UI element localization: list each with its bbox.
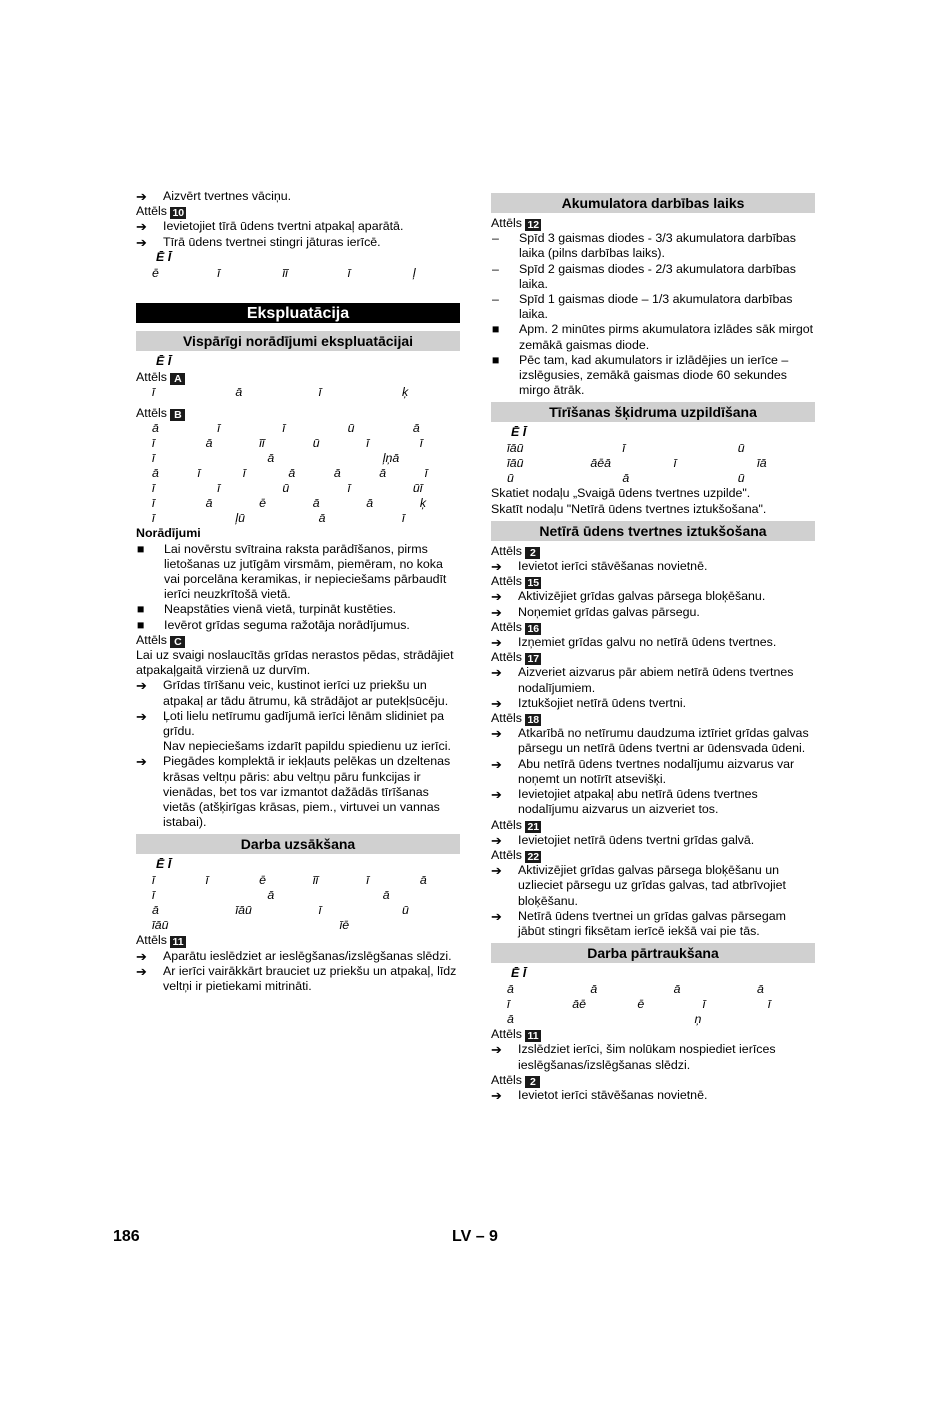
figure-ref-11: Attēls 11	[136, 933, 184, 949]
page-number: 186	[113, 1228, 140, 1245]
instruction-step	[491, 559, 815, 574]
step-text: Grīdas tīrīšanu veic, kustinot ierīci uz priekšu un atpakaļ ar tādu ātrumu, kā strādājot ar putekļsūcēju.	[163, 678, 449, 708]
arrow-icon: ➔	[491, 1087, 502, 1103]
bullet-icon: ■	[492, 322, 500, 337]
figure-label: Attēls	[491, 1072, 522, 1087]
step-text: Aktivizējiet grīdas galvas pārsega bloķēšanu.	[518, 589, 766, 604]
arrow-icon: ➔	[136, 754, 147, 770]
figure-ref-a: Attēls A	[136, 370, 460, 385]
list-item-text: Spīd 1 gaismas diode – 1/3 akumulatora darbības laika.	[519, 292, 793, 322]
instruction-step	[491, 1088, 815, 1103]
garbled-warning-heading: Ē Ī	[511, 425, 527, 440]
step-text: Ievietojiet netīrā ūdens tvertni grīdas galvā.	[518, 832, 755, 847]
list-item-text: Spīd 3 gaismas diodes - 3/3 akumulatora darbības laika (pilns darbības laiks).	[519, 231, 796, 261]
figure-number: 15	[527, 577, 540, 590]
figure-ref	[491, 818, 815, 833]
arrow-icon: ➔	[491, 1042, 502, 1058]
instruction-step	[136, 964, 460, 994]
figure-number: 10	[172, 207, 185, 220]
garbled-fragment: ū	[347, 421, 355, 436]
garbled-warning-line	[136, 888, 460, 903]
figure-number: 2	[525, 1076, 540, 1088]
dash-icon: –	[492, 261, 499, 276]
fill-ref-2: Skatīt nodaļu "Netīrā ūdens tvertnes iztukšošana".	[491, 501, 767, 516]
arrow-icon: ➔	[136, 189, 147, 204]
garbled-warning-line	[491, 997, 815, 1012]
garbled-fragment: ā	[205, 436, 213, 451]
garbled-fragment: ū	[507, 471, 514, 486]
list-item-text: Apm. 2 minūtes pirms akumulatora izlādes sāk mirgot zemākā gaismas diode.	[519, 322, 814, 352]
garbled-fragment: ī	[419, 436, 423, 451]
interrupt-steps	[491, 1027, 815, 1103]
heading-fill-fluid: Tīrīšanas šķidruma uzpildīšana	[491, 402, 815, 422]
garbled-fragment: āē	[572, 997, 586, 1012]
garbled-warning-line	[136, 511, 460, 526]
arrow-icon: ➔	[136, 678, 147, 694]
bullet-icon: ■	[492, 352, 500, 367]
garbled-fragment: ļņā	[382, 451, 400, 466]
garbled-fragment: ī	[507, 997, 510, 1012]
figure-label: Attēls	[491, 1027, 522, 1042]
garbled-fragment: ī	[242, 466, 246, 481]
garbled-fragment: ī	[673, 456, 677, 471]
garbled-fragment: ī	[217, 481, 220, 496]
garbled-fragment: īāū	[507, 441, 524, 456]
step-text: Piegādes komplektā ir iekļauts pelēkas un dzeltenas krāsas veltņu pāris: abu veltņu pāru funkcijas ir vienādas, bet tos var izmantot dažādās tīrīšanas vietās (atšķirīgas krāsas, piem., virtuvei un vannas istabai).	[163, 754, 451, 830]
instruction-text	[518, 589, 765, 604]
garbled-fragment: īāū	[152, 918, 169, 933]
garbled-fragment: ī	[318, 385, 322, 400]
garbled-fragment: ā	[590, 982, 598, 997]
list-item-text: Spīd 2 gaismas diodes - 2/3 akumulatora darbības laika.	[519, 261, 796, 291]
arrow-icon: ➔	[136, 948, 147, 964]
garbled-fragment: ī	[152, 496, 155, 511]
step-text: Izņemiet grīdas galvu no netīrā ūdens tvertnes.	[518, 635, 777, 650]
figure-ref-12: Attēls 12	[491, 216, 540, 231]
notes-list	[136, 542, 460, 633]
garbled-fragment: ļū	[235, 511, 245, 526]
garbled-fragment: ī	[152, 481, 155, 496]
garbled-fragment: īā	[757, 456, 767, 471]
garbled-fragment: ī	[622, 441, 626, 456]
garbled-fragment: ū	[737, 441, 745, 456]
figure-ref	[491, 650, 815, 665]
garbled-fragment: āēā	[590, 456, 612, 471]
instruction-text	[163, 709, 460, 755]
garbled-fragment: ī	[347, 481, 351, 496]
instruction-step	[136, 678, 460, 708]
list-item	[491, 353, 815, 399]
battery-notes	[491, 322, 815, 398]
figure-ref	[491, 544, 815, 559]
garbled-fragment: ā	[757, 982, 764, 997]
list-item-text: Ievērot grīdas seguma ražotāja norādījumus.	[164, 617, 410, 632]
garbled-fragment: ē	[152, 265, 159, 280]
usage-steps	[136, 678, 460, 830]
heading-start-work: Darba uzsākšana	[136, 834, 460, 854]
step-text: Aparātu ieslēdziet ar ieslēgšanas/izslēgšanas slēdzi.	[163, 948, 452, 963]
garbled-warning-line	[136, 385, 460, 400]
arrow-icon: ➔	[136, 963, 147, 979]
arrow-icon: ➔	[491, 559, 502, 575]
garbled-warning-line	[136, 421, 460, 436]
garbled-fragment: ī	[402, 511, 405, 526]
instruction-text	[163, 219, 403, 234]
arrow-icon: ➔	[136, 219, 147, 235]
step-text: Aizvērt tvertnes vāciņu.	[163, 189, 292, 203]
arrow-icon: ➔	[491, 832, 502, 848]
garbled-warning-heading: Ē Ī	[511, 966, 527, 981]
list-item	[136, 602, 460, 617]
garbled-fragment: ū	[312, 436, 320, 451]
figure-ref	[491, 1027, 815, 1042]
garbled-warning-line	[491, 1012, 815, 1027]
garbled-fragment: īī	[312, 873, 319, 888]
heading-general-instructions: Vispārīgi norādījumi ekspluatācijai	[136, 331, 460, 351]
figure-label: Attēls	[491, 711, 522, 726]
garbled-fragment: ī	[366, 873, 370, 888]
garbled-fragment: īāū	[507, 456, 524, 471]
instruction-step	[136, 754, 460, 830]
step-text: Ievietot ierīci stāvēšanas novietnē.	[518, 559, 708, 574]
garbled-fragment: ī	[282, 421, 286, 436]
garbled-fragment: ā	[288, 466, 296, 481]
instruction-text	[518, 696, 686, 711]
garbled-fragment: ī	[767, 997, 771, 1012]
garbled-warning-line	[491, 456, 815, 471]
figure-number: 2	[525, 547, 540, 559]
garbled-warning-line	[491, 471, 815, 486]
instruction-step	[491, 589, 815, 604]
bullet-icon: ■	[137, 602, 145, 617]
figure-ref	[491, 574, 815, 589]
figure-ref-b: Attēls B	[136, 406, 460, 421]
garbled-fragment: ī	[152, 511, 155, 526]
instruction-step	[136, 949, 460, 964]
list-item	[136, 542, 460, 603]
garbled-fragment: ā	[379, 466, 387, 481]
garbled-fragment: ā	[152, 421, 159, 436]
garbled-fragment: ā	[205, 496, 213, 511]
garbled-warning-line	[136, 466, 460, 481]
garbled-fragment: ī	[152, 873, 155, 888]
garbled-fragment: ļ	[412, 265, 416, 280]
figure-label: Attēls	[491, 543, 522, 558]
garbled-fragment: ī	[152, 888, 155, 903]
garbled-fragment: ā	[419, 873, 427, 888]
garbled-fragment: ā	[507, 1012, 514, 1027]
garbled-fragment: ā	[507, 982, 514, 997]
instruction-step	[136, 189, 460, 204]
arrow-icon: ➔	[491, 604, 502, 620]
garbled-fragment: ē	[259, 873, 267, 888]
instruction-text	[518, 1042, 815, 1072]
garbled-fragment: ā	[366, 496, 374, 511]
right-column	[491, 189, 815, 1103]
start-steps	[136, 949, 460, 995]
instruction-step	[491, 757, 815, 787]
arrow-icon: ➔	[136, 708, 147, 724]
instruction-step	[491, 696, 815, 711]
step-text: Tīrā ūdens tvertnei stingri jāturas ierīcē.	[163, 234, 381, 249]
arrow-icon: ➔	[491, 756, 502, 772]
instruction-text	[518, 559, 707, 574]
heading-interrupt-work: Darba pārtraukšana	[491, 943, 815, 963]
garbled-warning-line	[136, 873, 460, 888]
figure-ref	[491, 711, 815, 726]
figure-label: Attēls	[491, 574, 522, 589]
figure-label: Attēls	[491, 847, 522, 862]
garbled-fragment: īī	[259, 436, 265, 451]
arrow-icon: ➔	[491, 863, 502, 879]
instruction-text	[163, 754, 460, 830]
instruction-text	[163, 189, 291, 204]
bullet-icon: ■	[137, 617, 145, 632]
step-text: Aktivizējiet grīdas galvas pārsega bloķēšanu un uzlieciet pārsegu uz grīdas galvas, tad atbrīvojiet bloķēšanu.	[518, 863, 786, 908]
figure-label: Attēls	[136, 204, 167, 219]
figure-ref	[491, 620, 815, 635]
step-text: Ievietojiet atpakaļ abu netīrā ūdens tvertnes nodalījumu aizvarus un aizveriet tos.	[518, 787, 758, 817]
step-text: Abu netīrā ūdens tvertnes nodalījumu aizvarus var noņemt un notīrīt atsevišķi.	[518, 756, 795, 786]
garbled-fragment: ī	[702, 997, 706, 1012]
garbled-warning-block	[136, 873, 460, 933]
garbled-fragment: īē	[339, 918, 350, 933]
garbled-fragment: ā	[412, 421, 420, 436]
instruction-text	[518, 635, 776, 650]
instruction-step	[491, 605, 815, 620]
garbled-warning-heading: Ē Ī	[156, 249, 172, 264]
garbled-warning-line	[136, 481, 460, 496]
garbled-fragment: ā	[235, 385, 243, 400]
left-column	[136, 189, 460, 994]
garbled-warning-line	[491, 982, 815, 997]
garbled-fragment: ā	[318, 511, 326, 526]
list-item-text: Neapstāties vienā vietā, turpināt kustēties.	[164, 602, 397, 617]
garbled-fragment: ī	[347, 265, 351, 280]
garbled-fragment: ā	[622, 471, 630, 486]
garbled-fragment: ūī	[412, 481, 423, 496]
step-text: Izslēdziet ierīci, šim nolūkam nospiediet ierīces ieslēgšanas/izslēgšanas slēdzi.	[518, 1042, 776, 1072]
heading-empty-tank: Netīrā ūdens tvertnes iztukšošana	[491, 521, 815, 541]
instruction-step	[491, 833, 815, 848]
figure-number: 18	[527, 714, 540, 727]
garbled-fragment: ā	[152, 903, 159, 918]
step-text: Aizveriet aizvarus pār abiem netīrā ūdens tvertnes nodalījumiem.	[518, 665, 794, 695]
figure-ref	[491, 848, 815, 863]
garbled-fragment: ā	[152, 466, 159, 481]
arrow-icon: ➔	[491, 908, 502, 924]
list-item	[491, 231, 815, 261]
garbled-fragment: ī	[318, 903, 322, 918]
garbled-warning-line	[491, 441, 815, 456]
garbled-fragment: ā	[312, 496, 320, 511]
garbled-fragment: ī	[152, 436, 155, 451]
instruction-text	[518, 757, 815, 787]
figure-ref	[491, 1073, 815, 1088]
garbled-warning-heading: Ē Ī	[156, 857, 172, 872]
battery-led-list	[491, 231, 815, 322]
garbled-warning-block	[491, 441, 815, 486]
instruction-step	[491, 726, 815, 756]
garbled-warning-line	[136, 903, 460, 918]
garbled-warning-block	[136, 421, 460, 526]
garbled-warning-line	[136, 266, 460, 281]
figure-number: 11	[527, 1030, 539, 1043]
instruction-step	[136, 235, 460, 250]
instruction-step	[491, 909, 815, 939]
garbled-warning-line	[136, 496, 460, 511]
instruction-text	[163, 235, 381, 250]
garbled-fragment: ū	[737, 471, 745, 486]
dash-icon: –	[492, 292, 499, 307]
instruction-text	[518, 909, 815, 939]
figure-number: 17	[527, 653, 540, 666]
dash-icon: –	[492, 231, 499, 246]
instruction-text	[518, 1088, 707, 1103]
bullet-icon: ■	[137, 541, 145, 556]
garbled-fragment: ī	[197, 466, 201, 481]
step-text: Ļoti lielu netīrumu gadījumā ierīci lēnām slidiniet pa grīdu.	[163, 708, 444, 739]
section-title: Ekspluatācija	[136, 303, 460, 323]
list-item-text: Lai novērstu svītraina raksta parādīšanos, pirms lietošanas uz jutīgām virsmām, piemēram, no koka vai porcelāna keramikas, ir nepieciešams pārbaudīt ierīci neuzkrītošā vietā.	[164, 541, 447, 602]
instruction-text	[163, 678, 460, 708]
garbled-fragment: ā	[333, 466, 341, 481]
garbled-fragment: ī	[424, 466, 428, 481]
garbled-fragment: ī	[152, 451, 155, 466]
garbled-fragment: ū	[402, 903, 409, 918]
garbled-fragment: īāū	[235, 903, 252, 918]
arrow-icon: ➔	[491, 787, 502, 803]
instruction-step	[491, 787, 815, 817]
instruction-text	[518, 665, 815, 695]
page-footer-label: LV – 9	[452, 1228, 498, 1245]
notes-heading: Norādījumi	[136, 526, 201, 541]
list-item-text: Pēc tam, kad akumulators ir izlādējies un ierīce – izslēgusies, zemākā gaismas diode 60 sekundes mirgo ātrāk.	[519, 352, 789, 398]
garbled-fragment: ī	[366, 436, 370, 451]
instruction-step	[491, 665, 815, 695]
garbled-fragment: ķ	[419, 496, 427, 511]
garbled-fragment: ē	[259, 496, 267, 511]
arrow-icon: ➔	[491, 695, 502, 711]
garbled-fragment: ā	[382, 888, 390, 903]
step-extra-text: Nav nepieciešams izdarīt papildu spiedienu uz ierīci.	[163, 739, 451, 754]
garbled-warning-line	[136, 436, 460, 451]
garbled-fragment: ā	[267, 451, 275, 466]
figure-label: Attēls	[491, 619, 522, 634]
step-text: Ar ierīci vairākkārt brauciet uz priekšu un atpakaļ, līdz veltņi ir pietiekami mitrināti.	[163, 963, 457, 994]
heading-battery-time: Akumulatora darbības laiks	[491, 193, 815, 213]
instruction-text	[163, 964, 460, 994]
intro-steps	[136, 189, 460, 250]
figure-number: 21	[527, 820, 540, 833]
garbled-warning-heading: Ē Ī	[156, 354, 172, 369]
figure-label: Attēls	[491, 817, 522, 832]
instruction-step	[491, 635, 815, 650]
step-text: Ievietojiet tīrā ūdens tvertni atpakaļ aparātā.	[163, 219, 404, 234]
garbled-fragment: ķ	[402, 385, 409, 400]
list-item	[491, 262, 815, 292]
garbled-fragment: ī	[152, 385, 155, 400]
figure-ref	[136, 204, 460, 219]
garbled-fragment: ā	[673, 982, 681, 997]
figure-ref-c: Attēls C	[136, 633, 460, 648]
figure-label: Attēls	[491, 650, 522, 665]
instruction-step	[136, 219, 460, 234]
step-text: Ievietot ierīci stāvēšanas novietnē.	[518, 1087, 708, 1102]
garbled-fragment: ā	[267, 888, 275, 903]
step-text: Netīrā ūdens tvertnei un grīdas galvas pārsegam jābūt stingri fiksētam ierīcē iekšā vai pie tās.	[518, 908, 786, 938]
fig-c-text: Lai uz svaigi noslaucītās grīdas nerastos pēdas, strādājiet atpakaļgaitā virzienā uz durvīm.	[136, 648, 454, 678]
step-text: Atkarībā no netīrumu daudzuma iztīriet grīdas galvas pārsegu un netīrā ūdens tvertni ar ūdensvada ūdeni.	[518, 726, 809, 756]
instruction-text	[518, 726, 815, 756]
garbled-fragment: ņ	[694, 1012, 702, 1027]
garbled-warning-block	[491, 982, 815, 1027]
instruction-step	[491, 863, 815, 909]
fill-ref-1: Skatiet nodaļu „Svaigā ūdens tvertnes uzpilde".	[491, 486, 751, 501]
garbled-fragment: īī	[282, 265, 288, 280]
arrow-icon: ➔	[491, 665, 502, 681]
garbled-fragment: ī	[217, 421, 220, 436]
list-item	[136, 618, 460, 633]
instruction-text	[163, 949, 452, 964]
arrow-icon: ➔	[491, 726, 502, 742]
instruction-text	[518, 787, 815, 817]
instruction-text	[518, 833, 754, 848]
garbled-fragment: ē	[637, 997, 645, 1012]
garbled-fragment: ī	[205, 873, 209, 888]
instruction-step	[491, 1042, 815, 1072]
list-item	[491, 292, 815, 322]
list-item	[491, 322, 815, 352]
instruction-text	[518, 863, 815, 909]
instruction-step	[136, 709, 460, 755]
garbled-warning-line	[136, 451, 460, 466]
arrow-icon: ➔	[491, 589, 502, 605]
empty-tank-steps	[491, 544, 815, 939]
garbled-warning-line	[136, 918, 460, 933]
garbled-fragment: ū	[282, 481, 290, 496]
arrow-icon: ➔	[491, 635, 502, 651]
garbled-fragment: ī	[217, 265, 220, 280]
figure-number: 16	[527, 622, 540, 635]
arrow-icon: ➔	[136, 234, 147, 250]
step-text: Noņemiet grīdas galvas pārsegu.	[518, 604, 700, 619]
step-text: Iztukšojiet netīrā ūdens tvertni.	[518, 695, 687, 710]
figure-number: 22	[527, 850, 540, 863]
instruction-text	[518, 605, 700, 620]
